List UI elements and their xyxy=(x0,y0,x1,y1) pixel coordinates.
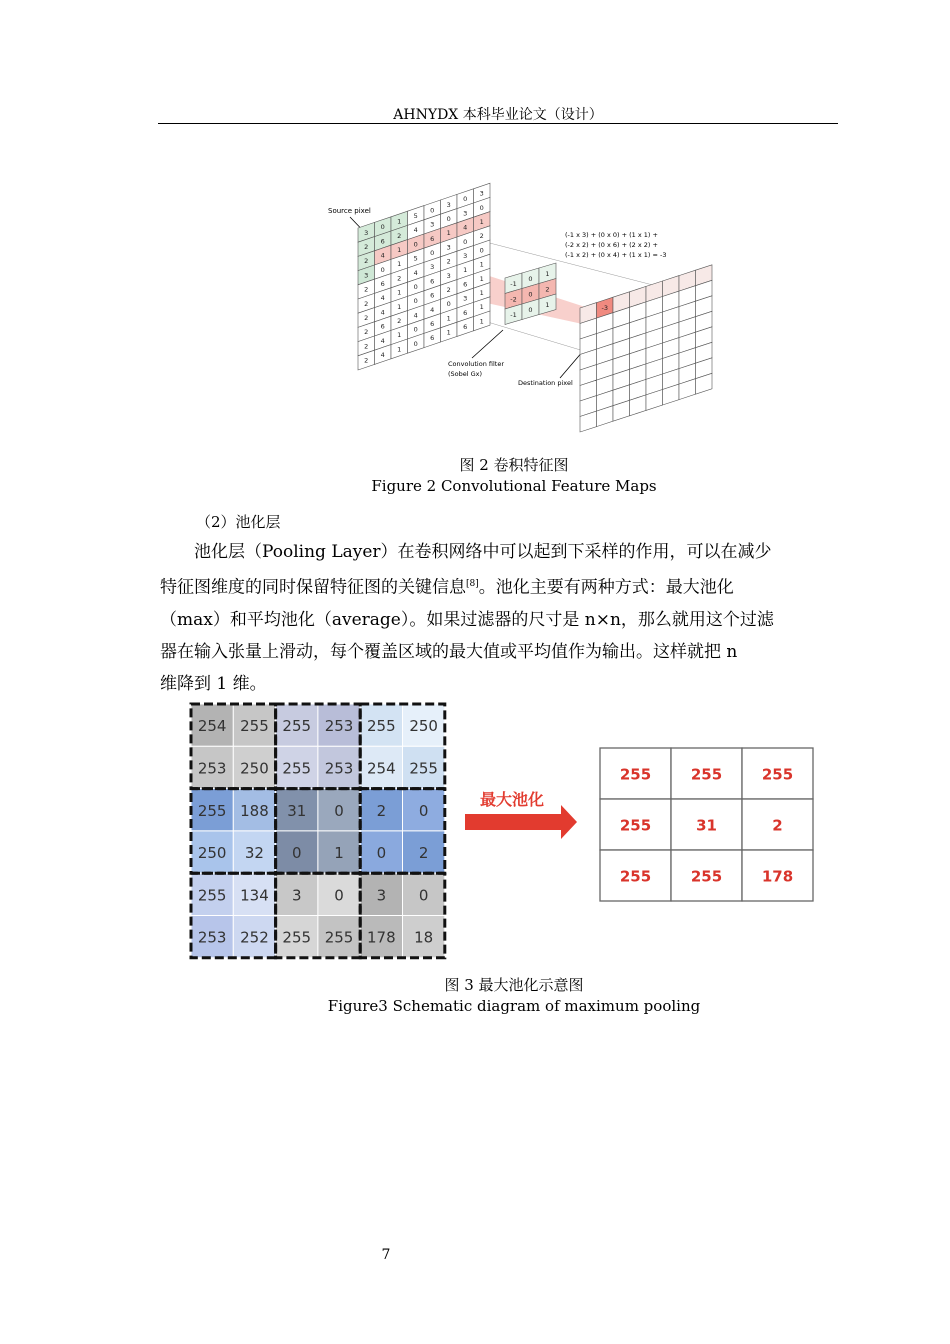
source-cell-value: 1 xyxy=(397,260,402,269)
source-cell-value: 4 xyxy=(463,223,468,232)
input-cell-value: 254 xyxy=(197,717,227,736)
source-cell-value: 3 xyxy=(463,209,468,218)
body-paragraph xyxy=(160,536,830,700)
source-cell-value: 6 xyxy=(430,234,435,243)
source-cell-value: 1 xyxy=(397,246,402,254)
source-cell-value: 3 xyxy=(446,271,451,280)
para-line-1: 池化层（Pooling Layer）在卷积网络中可以起到下采样的作用，可以在减少 xyxy=(194,542,772,562)
source-cell-value: 5 xyxy=(413,212,418,220)
source-cell-value: 5 xyxy=(413,254,418,263)
header-rule xyxy=(158,123,838,124)
max-pooling-figure xyxy=(188,702,818,962)
source-cell-value: 2 xyxy=(397,317,402,325)
output-cell-value: 178 xyxy=(761,867,794,886)
input-cell-value: 2 xyxy=(376,801,387,820)
source-cell-value: 6 xyxy=(430,334,435,343)
source-cell-value: 4 xyxy=(380,351,385,359)
input-cell-value: 1 xyxy=(334,844,344,863)
source-cell-value: 0 xyxy=(413,240,418,249)
input-cell-value: 188 xyxy=(240,801,269,820)
input-cell-value: 255 xyxy=(197,886,227,905)
filter-cell-value: -1 xyxy=(510,310,517,319)
source-cell-value: 2 xyxy=(479,232,484,241)
source-cell-value: 2 xyxy=(397,274,402,283)
source-cell-value: 2 xyxy=(364,342,369,351)
source-cell-value: 3 xyxy=(364,228,369,237)
source-cell-value: 0 xyxy=(413,297,418,306)
input-cell-value: 18 xyxy=(414,928,434,947)
input-cell-value: 255 xyxy=(409,759,438,778)
source-cell-value: 3 xyxy=(463,294,468,303)
input-cell-value: 31 xyxy=(287,801,307,820)
source-cell-value: 1 xyxy=(446,328,451,337)
figure3-caption-cn: 图 3 最大池化示意图 xyxy=(444,976,584,994)
source-cell-value: 3 xyxy=(430,263,435,272)
input-cell-value: 250 xyxy=(409,717,438,736)
source-cell-value: 4 xyxy=(413,311,418,320)
source-cell-value: 0 xyxy=(430,206,435,215)
filter-cell-value: 1 xyxy=(545,269,550,278)
source-cell-value: 2 xyxy=(446,286,451,294)
input-cell-value: 255 xyxy=(197,801,227,820)
citation-ref[interactable]: [8] xyxy=(466,579,479,589)
input-cell-value: 253 xyxy=(324,759,354,778)
input-cell-value: 178 xyxy=(367,928,396,947)
source-cell-value: 2 xyxy=(364,299,369,308)
figure2-caption-cn: 图 2 卷积特征图 xyxy=(459,456,569,474)
source-cell-value: 1 xyxy=(479,260,484,269)
input-cell-value: 250 xyxy=(197,844,227,863)
source-cell-value: 2 xyxy=(364,285,369,294)
convolution-figure xyxy=(320,180,720,450)
destination-pixel-label: Destination pixel xyxy=(518,379,573,387)
input-cell-value: 254 xyxy=(367,759,396,778)
source-cell-value: 3 xyxy=(446,243,451,252)
source-cell-value: 1 xyxy=(463,266,468,275)
source-cell-value: 6 xyxy=(463,280,468,289)
source-cell-value: 2 xyxy=(364,328,369,337)
source-cell-value: 0 xyxy=(380,223,385,232)
source-cell-value: 0 xyxy=(446,215,451,223)
input-cell-value: 134 xyxy=(240,886,269,905)
input-cell-value: 3 xyxy=(291,886,302,905)
source-cell-value: 3 xyxy=(446,200,451,209)
filter-cell-value: 2 xyxy=(545,285,550,294)
source-cell-value: 6 xyxy=(380,322,385,331)
source-cell-value: 6 xyxy=(430,277,435,286)
output-cell-value: 2 xyxy=(772,816,783,835)
source-cell-value: 4 xyxy=(430,305,435,314)
output-cell-value: 255 xyxy=(690,765,723,784)
input-cell-value: 32 xyxy=(244,844,264,863)
input-cell-value: 255 xyxy=(282,928,312,947)
source-cell-value: 6 xyxy=(430,291,435,300)
input-cell-value: 0 xyxy=(418,801,429,820)
source-cell-value: 0 xyxy=(463,237,468,246)
input-cell-value: 0 xyxy=(334,801,344,820)
source-cell-value: 4 xyxy=(380,294,385,303)
formula-line-3: (-1 x 2) + (0 x 4) + (1 x 1) = -3 xyxy=(565,251,667,259)
source-cell-value: 2 xyxy=(364,243,369,251)
output-cell-value: 255 xyxy=(690,867,723,886)
source-cell-value: 2 xyxy=(397,231,402,240)
source-cell-value: 3 xyxy=(463,252,468,260)
source-cell-value: 1 xyxy=(397,302,402,311)
input-cell-value: 252 xyxy=(240,928,269,947)
filter-cell-value: -1 xyxy=(510,279,517,288)
section-title: （2）池化层 xyxy=(196,513,281,531)
source-cell-value: 2 xyxy=(364,356,369,365)
input-cell-value: 255 xyxy=(282,759,312,778)
para-line-2a: 特征图维度的同时保留特征图的关键信息 xyxy=(160,577,466,598)
output-cell-value: 255 xyxy=(619,765,652,784)
source-cell-value: 1 xyxy=(479,317,484,326)
arrow-icon xyxy=(465,790,577,839)
source-cell-value: 0 xyxy=(430,249,435,257)
formula-line-2: (-2 x 2) + (0 x 6) + (2 x 2) + xyxy=(565,241,658,249)
source-cell-value: 0 xyxy=(463,195,468,204)
para-line-5: 维降到 1 维。 xyxy=(160,673,267,694)
source-cell-value: 1 xyxy=(479,303,484,312)
input-cell-value: 255 xyxy=(282,717,312,736)
filter-cell-value: 0 xyxy=(528,305,533,314)
source-cell-value: 0 xyxy=(413,283,418,291)
input-cell-value: 0 xyxy=(291,844,302,863)
source-cell-value: 0 xyxy=(413,325,418,334)
input-cell-value: 253 xyxy=(197,759,227,778)
filter-cell-value: 1 xyxy=(545,300,550,309)
source-cell-value: 1 xyxy=(446,229,451,238)
source-cell-value: 2 xyxy=(446,257,451,266)
source-cell-value: 4 xyxy=(380,308,385,317)
para-line-3: （max）和平均池化（average）。如果过滤器的尺寸是 n×n，那么就用这个过滤 xyxy=(160,609,774,630)
input-cell-value: 250 xyxy=(240,759,269,778)
running-header: AHNYDX 本科毕业论文（设计） xyxy=(393,107,603,123)
source-cell-value: 0 xyxy=(413,339,418,348)
output-cell-value: 31 xyxy=(696,816,717,835)
source-cell-value: 1 xyxy=(397,288,402,297)
input-cell-value: 255 xyxy=(324,928,354,947)
source-cell-value: 6 xyxy=(380,237,385,246)
input-cell-value: 2 xyxy=(418,844,429,863)
filter-cell-value: -2 xyxy=(510,295,517,304)
source-cell-value: 1 xyxy=(446,314,451,323)
source-cell-value: 4 xyxy=(380,336,385,345)
input-cell-value: 253 xyxy=(197,928,227,947)
figure2-caption-en: Figure 2 Convolutional Feature Maps xyxy=(371,477,657,495)
source-cell-value: 6 xyxy=(430,320,435,328)
input-cell-value: 255 xyxy=(240,717,269,736)
output-cell-value: 255 xyxy=(619,816,652,835)
max-pooling-label: 最大池化 xyxy=(480,790,545,809)
input-cell-value: 253 xyxy=(324,717,354,736)
input-cell-value: 0 xyxy=(376,844,387,863)
input-cell-value: 0 xyxy=(334,886,344,905)
source-cell-value: 2 xyxy=(364,314,369,322)
source-cell-value: 0 xyxy=(380,265,385,274)
page-number: 7 xyxy=(381,1247,391,1263)
figure3-caption-en: Figure3 Schematic diagram of maximum pooling xyxy=(327,997,701,1015)
filter-cell-value: 0 xyxy=(528,274,533,283)
source-cell-value: 3 xyxy=(430,220,435,229)
filter-label-2: (Sobel Gx) xyxy=(448,370,483,378)
destination-value: -3 xyxy=(601,304,608,313)
source-cell-value: 1 xyxy=(479,274,484,283)
source-cell-value: 1 xyxy=(397,331,402,340)
source-cell-value: 6 xyxy=(463,308,468,317)
source-cell-value: 2 xyxy=(364,257,369,266)
filter-label-1: Convolution filter xyxy=(448,360,505,368)
source-cell-value: 0 xyxy=(479,203,484,212)
input-cell-value: 255 xyxy=(367,717,396,736)
input-cell-value: 3 xyxy=(376,886,387,905)
source-cell-value: 6 xyxy=(463,323,468,331)
source-cell-value: 0 xyxy=(479,246,484,255)
source-cell-value: 0 xyxy=(446,300,451,309)
source-cell-value: 3 xyxy=(479,189,484,198)
source-cell-value: 1 xyxy=(479,218,484,226)
output-cell-value: 255 xyxy=(619,867,652,886)
para-line-2 xyxy=(160,568,830,604)
source-cell-value: 1 xyxy=(479,289,484,297)
formula-line-1: (-1 x 3) + (0 x 0) + (1 x 1) + xyxy=(565,231,658,239)
para-line-4: 器在输入张量上滑动，每个覆盖区域的最大值或平均值作为输出。这样就把 n xyxy=(160,641,738,662)
source-cell-value: 3 xyxy=(364,271,369,280)
para-line-2b: 。池化主要有两种方式：最大池化 xyxy=(478,577,734,598)
source-cell-value: 4 xyxy=(380,251,385,260)
source-cell-value: 1 xyxy=(397,345,402,354)
source-cell-value: 4 xyxy=(413,226,418,235)
input-cell-value: 0 xyxy=(418,886,429,905)
output-cell-value: 255 xyxy=(761,765,794,784)
source-cell-value: 6 xyxy=(380,280,385,288)
source-cell-value: 1 xyxy=(397,217,402,226)
filter-cell-value: 0 xyxy=(528,290,533,299)
source-cell-value: 4 xyxy=(413,268,418,277)
source-pixel-label: Source pixel xyxy=(328,207,371,215)
